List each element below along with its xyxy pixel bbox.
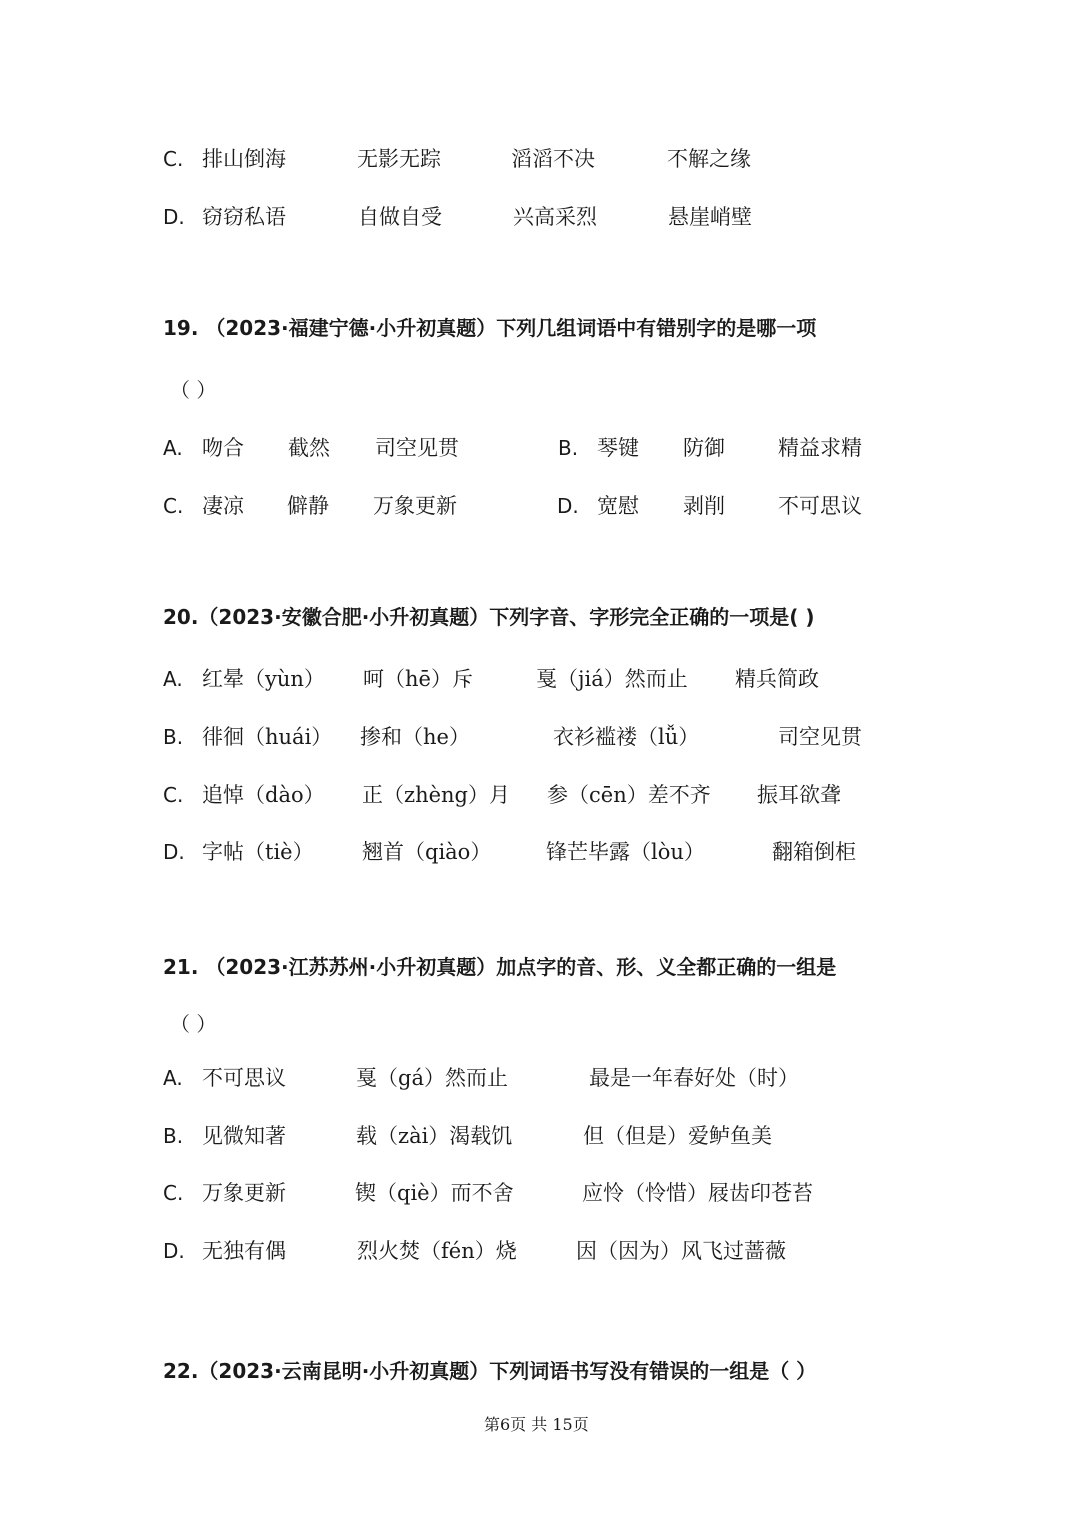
option-word: 万象更新 [202, 1181, 286, 1205]
option-word: 最是一年春好处（时） [589, 1066, 799, 1090]
option-word: 凄凉 [202, 494, 244, 518]
option-word: 无影无踪 [357, 147, 441, 171]
answer-blank: （ ） [170, 1012, 217, 1036]
option-letter: A. [163, 436, 183, 460]
option-letter: A. [163, 667, 183, 691]
option-word: 掺和（he） [360, 725, 470, 749]
option-word: 悬崖峭壁 [668, 205, 752, 229]
option-word: 因（因为）风飞过蔷薇 [576, 1239, 786, 1263]
option-word: 徘徊（huái） [202, 725, 333, 749]
option-word: 无独有偶 [202, 1239, 286, 1263]
option-letter: C. [163, 1181, 184, 1205]
option-letter: C. [163, 147, 184, 171]
option-letter: D. [163, 205, 185, 229]
option-word: 剥削 [683, 494, 725, 518]
question-21-title: 21. （2023·江苏苏州·小升初真题）加点字的音、形、义全都正确的一组是 [163, 955, 837, 979]
option-word: 戛（gá）然而止 [356, 1066, 508, 1090]
option-word: 载（zài）渴载饥 [356, 1124, 513, 1148]
page-number: 第6页 共 15页 [484, 1415, 589, 1434]
option-word: 精益求精 [778, 436, 862, 460]
option-letter: D. [163, 1239, 185, 1263]
option-word: 翘首（qiào） [362, 840, 492, 864]
option-word: 万象更新 [373, 494, 457, 518]
option-word: 精兵简政 [735, 667, 819, 691]
option-word: 正（zhèng）月 [362, 783, 510, 807]
option-word: 戛（jiá）然而止 [536, 667, 688, 691]
option-word: 但（但是）爱鲈鱼美 [583, 1124, 772, 1148]
option-word: 锋芒毕露（lòu） [546, 840, 705, 864]
option-word: 追悼（dào） [202, 783, 325, 807]
question-22-title: 22.（2023·云南昆明·小升初真题）下列词语书写没有错误的一组是（ ） [163, 1359, 817, 1383]
option-word: 不解之缘 [667, 147, 751, 171]
option-word: 吻合 [202, 436, 244, 460]
option-letter: C. [163, 783, 184, 807]
option-word: 应怜（怜惜）屐齿印苍苔 [582, 1181, 813, 1205]
option-word: 司空见贯 [375, 436, 459, 460]
option-letter: B. [163, 725, 184, 749]
option-letter: D. [557, 494, 579, 518]
option-word: 见微知著 [202, 1124, 286, 1148]
option-word: 截然 [288, 436, 330, 460]
option-word: 呵（hē）斥 [363, 667, 473, 691]
option-word: 振耳欲聋 [757, 783, 841, 807]
option-word: 滔滔不决 [511, 147, 595, 171]
option-word: 琴键 [597, 436, 639, 460]
option-word: 宽慰 [597, 494, 639, 518]
answer-blank: （ ） [170, 378, 217, 402]
option-word: 不可思议 [202, 1066, 286, 1090]
option-word: 排山倒海 [202, 147, 286, 171]
option-word: 窃窃私语 [202, 205, 286, 229]
option-word: 防御 [683, 436, 725, 460]
option-word: 不可思议 [778, 494, 862, 518]
option-letter: A. [163, 1066, 183, 1090]
option-letter: B. [163, 1124, 184, 1148]
option-word: 字帖（tiè） [202, 840, 314, 864]
option-word: 自做自受 [358, 205, 442, 229]
option-word: 烈火焚（fén）烧 [357, 1239, 517, 1263]
option-word: 兴高采烈 [513, 205, 597, 229]
question-20-title: 20.（2023·安徽合肥·小升初真题）下列字音、字形完全正确的一项是( ) [163, 605, 815, 629]
option-word: 衣衫褴褛（lǚ） [553, 725, 700, 749]
question-19-title: 19. （2023·福建宁德·小升初真题）下列几组词语中有错别字的是哪一项 [163, 316, 817, 340]
option-word: 司空见贯 [778, 725, 862, 749]
option-letter: B. [558, 436, 579, 460]
option-word: 僻静 [287, 494, 329, 518]
option-letter: D. [163, 840, 185, 864]
option-word: 参（cēn）差不齐 [547, 783, 711, 807]
option-word: 锲（qiè）而不舍 [355, 1181, 514, 1205]
option-word: 翻箱倒柜 [772, 840, 856, 864]
option-word: 红晕（yùn） [202, 667, 325, 691]
option-letter: C. [163, 494, 184, 518]
